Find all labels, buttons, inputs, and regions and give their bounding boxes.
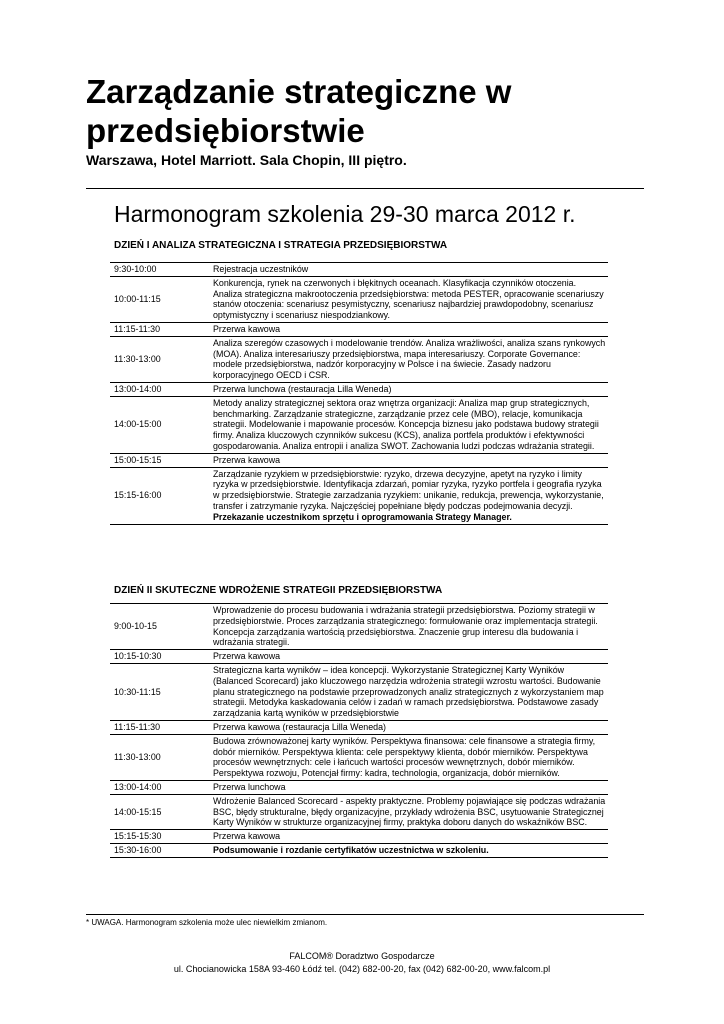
schedule-row (110, 780, 608, 794)
footer-address: ul. Chocianowicka 158A 93-460 Łódź tel. (042) 682-00-20, fax (042) 682-00-20, www.falcom.pl (173, 964, 551, 974)
schedule-row (110, 382, 608, 396)
schedule-description (209, 336, 608, 382)
schedule-description (209, 276, 608, 322)
bottom-divider (86, 914, 644, 915)
description-text: Przerwa kawowa (213, 831, 281, 842)
schedule-description (209, 382, 608, 396)
document-subtitle: Warszawa, Hotel Marriott. Sala Chopin, III piętro. (86, 152, 407, 168)
schedule-time: 14:00-15:15 (110, 794, 209, 829)
description-text: Wprowadzenie do procesu budowania i wdrażania strategii przedsiębiorstwa. Poziomy strategii w przedsiębiorstwie. Proces zarządzania strategicznego: formułowanie oraz implementacja strategii. Koncepcja zarządzania wartością przedsiębiorstwa. Znaczenie grup interesu dla budowania i wdrażania strategii. (213, 605, 598, 648)
schedule-row (110, 794, 608, 829)
schedule-description (209, 263, 608, 277)
schedule-row (110, 453, 608, 467)
schedule-time: 13:00-14:00 (110, 382, 209, 396)
schedule-row (110, 396, 608, 453)
schedule-row (110, 650, 608, 664)
description-bold-text: Podsumowanie i rozdanie certyfikatów uczestnictwa w szkoleniu. (213, 844, 489, 855)
schedule-time: 10:00-11:15 (110, 276, 209, 322)
schedule-description (209, 396, 608, 453)
description-text: Przerwa lunchowa (213, 781, 286, 792)
schedule-description (209, 604, 608, 650)
schedule-description (209, 322, 608, 336)
schedule-time: 15:00-15:15 (110, 453, 209, 467)
schedule-description (209, 830, 608, 844)
description-text: Strategiczna karta wyników – idea koncepcji. Wykorzystanie Strategicznej Karty Wyników (Balanced Scorecard) jako kluczowego narzędzia wdrożenia strategii wzrostu wartości. Budowanie planu strategicznego na podstawie przeprowadzonych analiz strategicznych z wykorzystaniem map strategii. Metodyka kaskadowania celów i zadań w ramach przedsiębiorstwa. Podstawowe zasady zarządzania kartą wyników w przedsiębiorstwie (213, 664, 604, 719)
schedule-time: 13:00-14:00 (110, 780, 209, 794)
schedule-time: 9:30-10:00 (110, 263, 209, 277)
schedule-row (110, 604, 608, 650)
day2-heading: DZIEŃ II SKUTECZNE WDROŻENIE STRATEGII PRZEDSIĘBIORSTWA (114, 585, 443, 596)
schedule-row (110, 663, 608, 720)
description-text: Przerwa kawowa (restauracja Lilla Weneda) (213, 721, 386, 732)
schedule-time: 11:30-13:00 (110, 336, 209, 382)
schedule-description (209, 663, 608, 720)
schedule-time: 11:30-13:00 (110, 734, 209, 780)
schedule-row (110, 830, 608, 844)
schedule-description (209, 843, 608, 857)
schedule-note: * UWAGA. Harmonogram szkolenia może ulec niewielkim zmianom. (86, 918, 328, 927)
schedule-description (209, 650, 608, 664)
description-text: Budowa zrównoważonej karty wyników. Perspektywa finansowa: cele finansowe a strategia firmy, dobór mierników. Perspektywa klienta: cele perspektywy klienta, dobór mierników. Perspektywa procesów wewnętrznych: cele i łańcuch wartości procesów wewnętrznych, dobór mierników. Perspektywa rozwoju, Potencjał firmy: kadra, technologia, organizacja, dobór mierników. (213, 735, 596, 779)
description-text: Metody analizy strategicznej sektora oraz wnętrza organizacji: Analiza map grup strategicznych, benchmarking. Zarządzanie strategiczne, zarządzanie przez cele (MBO), relacje, komunikacja strategii. Modelowanie i mapowanie procesów. Koncepcja biznesu jako podstawa budowy strategii firmy. Analiza kluczowych czynników sukcesu (KCS), analiza portfela produktów i efektywności gospodarowania. Analiza entropii i analiza SWOT. Zachowania ludzi podczas wdrażania strategii. (213, 397, 599, 451)
schedule-row (110, 276, 608, 322)
day1-heading: DZIEŃ I ANALIZA STRATEGICZNA I STRATEGIA PRZEDSIĘBIORSTWA (114, 240, 448, 251)
schedule-time: 15:15-15:30 (110, 830, 209, 844)
description-text: Przerwa kawowa (213, 323, 281, 334)
description-text: Zarządzanie ryzykiem w przedsiębiorstwie: ryzyko, drzewa decyzyjne, apetyt na ryzyko i limity ryzyka w przedsiębiorstwie. Identyfikacja zdarzań, pomiar ryzyka, ryzyko portfela i geografia ryzyka w przedsiębiorstwie. Strategie zarzadzania ryzykiem: unikanie, redukcja, prewencja, wykorzystanie, transfer i zatrzymanie ryzyka. Najczęściej popełniane błędy podczas podejmowania decyzji. (213, 468, 604, 511)
footer-company: FALCOM® Doradztwo Gospodarcze (289, 951, 435, 961)
day1-schedule-table (110, 262, 608, 525)
schedule-row (110, 720, 608, 734)
schedule-description (209, 467, 608, 524)
schedule-time: 14:00-15:00 (110, 396, 209, 453)
description-text: Wdrożenie Balanced Scorecard - aspekty praktyczne. Problemy pojawiające się podczas wdrażania BSC, błędy strukturalne, błędy organizacyjne, przykłady wdrożenia BSC, usytuowanie Strategicznej Karty Wyników w strukturze organizacyjnej firmy, praktyka doboru danych do wskaźników BSC. (213, 795, 606, 828)
description-text: Konkurencja, rynek na czerwonych i błękitnych oceanach. Klasyfikacja czynników otoczenia. Analiza strategiczna makrootoczenia przedsiębiorstwa: metoda PESTER, opracowanie scenariuszy stanów otoczenia: scenariusz pesymistyczny, scenariusz najbardziej prawdopodobny, scenariusz optymistyczny i scenariusz niespodziankowy. (213, 277, 604, 321)
schedule-row (110, 322, 608, 336)
schedule-description (209, 734, 608, 780)
description-text: Rejestracja uczestników (213, 264, 309, 274)
schedule-time: 11:15-11:30 (110, 720, 209, 734)
description-text: Analiza szeregów czasowych i modelowanie trendów. Analiza wrażliwości, analiza szans rynkowych (MOA). Analiza interesariuszy przedsiębiorstwa, mapa interesariuszy. Corporate Governance: modele przedsiębiorstwa, nadzór korporacyjny w Polsce i na świecie. Zasady nadzoru korporacyjnego OECD i CSR. (213, 337, 606, 381)
schedule-description (209, 720, 608, 734)
schedule-time: 10:30-11:15 (110, 663, 209, 720)
schedule-time: 11:15-11:30 (110, 322, 209, 336)
schedule-time: 15:30-16:00 (110, 843, 209, 857)
schedule-row (110, 336, 608, 382)
description-text: Przerwa kawowa (213, 651, 281, 662)
schedule-row (110, 843, 608, 857)
schedule-description (209, 794, 608, 829)
document-title: Zarządzanie strategiczne w przedsiębiorstwie (86, 73, 512, 149)
description-text: Przerwa kawowa (213, 454, 281, 465)
schedule-time: 15:15-16:00 (110, 467, 209, 524)
schedule-description (209, 780, 608, 794)
schedule-title: Harmonogram szkolenia 29-30 marca 2012 r. (114, 201, 576, 227)
schedule-row (110, 734, 608, 780)
description-text: Przerwa lunchowa (restauracja Lilla Weneda) (213, 383, 392, 394)
schedule-row (110, 263, 608, 277)
top-divider (86, 188, 644, 189)
description-bold-text: Przekazanie uczestnikom sprzętu i oprogramowania Strategy Manager. (213, 511, 512, 522)
schedule-time: 10:15-10:30 (110, 650, 209, 664)
day2-schedule-table (110, 603, 608, 858)
schedule-description (209, 453, 608, 467)
schedule-time: 9:00-10-15 (110, 604, 209, 650)
schedule-row (110, 467, 608, 524)
